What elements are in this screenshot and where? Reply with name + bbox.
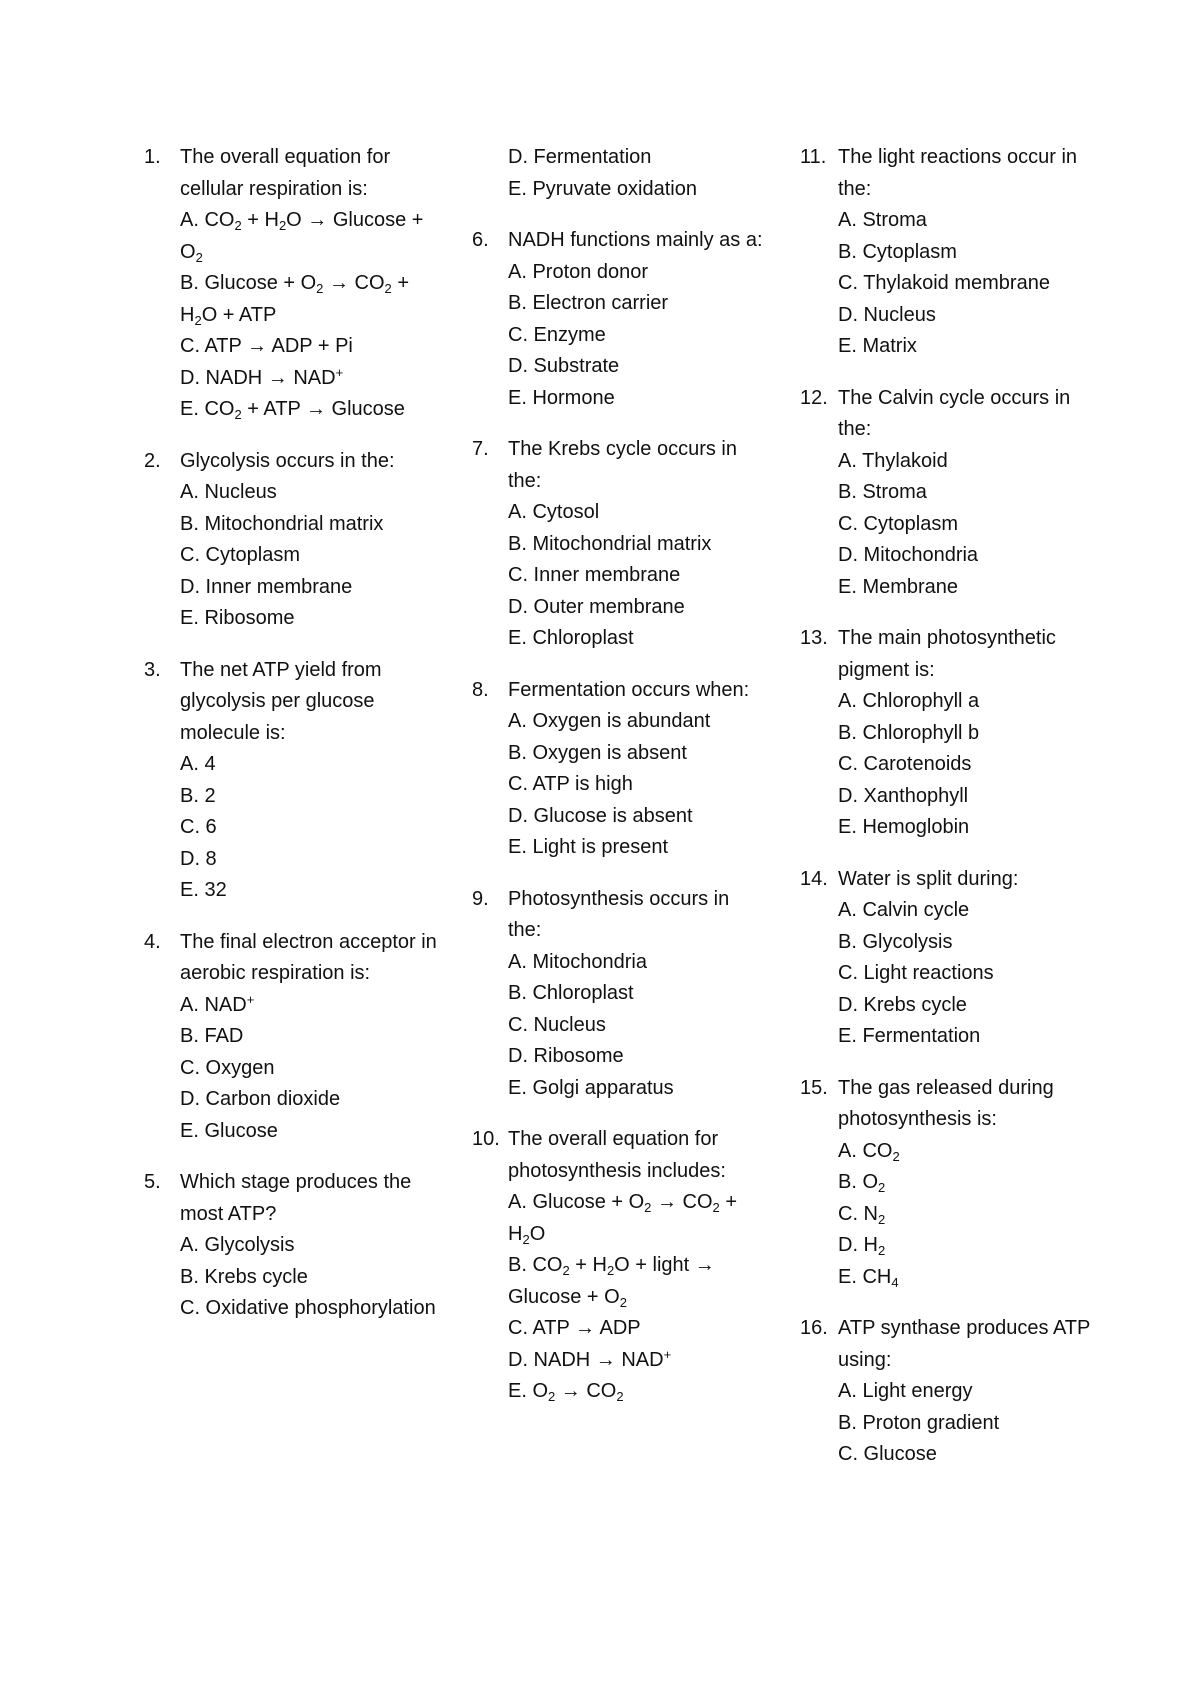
answer-option: D. Xanthophyll [838, 784, 969, 807]
answer-option: B. Krebs cycle [180, 1265, 308, 1288]
question-body [838, 1313, 1090, 1471]
answer-option: E. Chloroplast [508, 627, 634, 649]
answer-option: C. Light reactions [838, 962, 994, 984]
answer-option: D. NADH → NAD+ [180, 364, 344, 389]
question-number: 3. [144, 658, 161, 681]
answer-option: A. $CO_2$ [838, 1139, 900, 1164]
answer-option: C. ATP → ADP [508, 1317, 641, 1339]
answer-option: E. Hemoglobin [838, 816, 970, 838]
answer-option: E. Pyruvate oxidation [508, 177, 697, 200]
answer-option: A. $Glucose + O_2 \to CO_2 + H_2O$ [508, 1191, 738, 1247]
answer-option: D. Nucleus [838, 303, 936, 326]
question-block [800, 142, 1090, 363]
question-body [180, 927, 444, 1148]
question-stem: The final electron acceptor in aerobic respiration is: [180, 930, 437, 984]
column-1 [144, 142, 444, 1345]
answer-option: C. $N_2$ [838, 1202, 886, 1227]
question-block [144, 1167, 444, 1325]
answer-option: A. Calvin cycle [838, 899, 970, 921]
question-number: 1. [144, 146, 161, 168]
answer-option: B. $O_2$ [838, 1171, 886, 1195]
answer-option: A. Cytosol [508, 501, 600, 523]
answer-option: E. Matrix [838, 335, 917, 357]
question-number: 9. [472, 887, 489, 910]
answer-option: A. Mitochondria [508, 950, 647, 973]
answer-option: C. Enzyme [508, 323, 606, 346]
answer-option: D. Substrate [508, 355, 620, 377]
answer-option: B. Glycolysis [838, 930, 953, 953]
column-3 [800, 142, 1090, 1491]
question-stem: The net ATP yield from glycolysis per glucose molecule is: [180, 658, 382, 744]
answer-option: B. Stroma [838, 481, 927, 503]
answer-option: C. Oxidative phosphorylation [180, 1297, 436, 1319]
answer-option: E. $O_2 \to CO_2$ [508, 1380, 624, 1404]
question-stem: ATP synthase produces ATP using: [838, 1317, 1090, 1371]
question-number: 10. [472, 1128, 500, 1150]
answer-option: B. Mitochondrial matrix [180, 512, 384, 535]
question-block [472, 225, 768, 414]
answer-option: E. Glucose [180, 1119, 278, 1142]
question-block [800, 1073, 1090, 1294]
question-body [508, 434, 768, 655]
answer-option: C. Nucleus [508, 1013, 606, 1036]
question-body [508, 884, 768, 1105]
answer-option: C. ATP → ADP + Pi [180, 335, 353, 357]
question-block [472, 675, 768, 864]
question-body [508, 225, 768, 414]
question-block [144, 446, 444, 635]
question-stem: Fermentation occurs when: [508, 678, 750, 701]
question-body [180, 142, 444, 426]
question-number: 14. [800, 867, 828, 890]
question-body [180, 1167, 444, 1325]
question-body [838, 623, 1090, 844]
answer-option: D. Outer membrane [508, 595, 685, 618]
answer-option: C. Carotenoids [838, 753, 972, 775]
answer-option: B. Chloroplast [508, 982, 634, 1004]
question-body [838, 864, 1090, 1053]
answer-option: E. Membrane [838, 575, 959, 598]
answer-option: C. Oxygen [180, 1056, 275, 1079]
answer-option: B. Cytoplasm [838, 240, 957, 263]
answer-option: C. Inner membrane [508, 564, 681, 586]
question-number: 11. [800, 146, 827, 168]
question-body [838, 142, 1090, 363]
answer-option: E. Ribosome [180, 607, 295, 629]
answer-option: D. $H_2$ [838, 1234, 886, 1258]
question-number: 8. [472, 678, 489, 701]
answer-option: B. Chlorophyll b [838, 721, 980, 744]
answer-option: B. FAD [180, 1025, 244, 1047]
question-stem: Which stage produces the most ATP? [180, 1171, 412, 1225]
question-body [508, 142, 768, 205]
answer-option: A. Nucleus [180, 481, 277, 503]
question-number: 13. [800, 627, 828, 649]
answer-option: D. 8 [180, 847, 217, 870]
answer-option: B. $CO_2 + H_2O$ + light → $Glucose + O_2$ [508, 1254, 715, 1310]
question-block [800, 1313, 1090, 1471]
question-stem: The main photosynthetic pigment is: [838, 627, 1056, 681]
answer-option: E. Fermentation [838, 1025, 981, 1047]
question-block [800, 383, 1090, 604]
answer-option: C. Cytoplasm [838, 512, 959, 535]
answer-option: A. Oxygen is abundant [508, 710, 711, 732]
answer-option: B. Mitochondrial matrix [508, 532, 712, 555]
question-number [472, 142, 508, 205]
question-body [508, 675, 768, 864]
question-number: 5. [144, 1171, 161, 1193]
question-block [472, 434, 768, 655]
answer-option: E. Light is present [508, 836, 669, 858]
question-number: 4. [144, 930, 161, 953]
question-number: 12. [800, 386, 828, 409]
answer-option: E. $CO_2$ + ATP → Glucose [180, 398, 405, 422]
answer-option: C. Cytoplasm [180, 544, 301, 566]
question-stem: Glycolysis occurs in the: [180, 449, 395, 472]
answer-option: A. $CO_2 + H_2O \to Glucose + O_2$ [180, 209, 424, 265]
answer-option: D. NADH → NAD+ [508, 1346, 672, 1371]
answer-option: D. Krebs cycle [838, 993, 967, 1016]
answer-option: C. Thylakoid membrane [838, 272, 1050, 294]
question-body [838, 383, 1090, 604]
answer-option: E. 32 [180, 879, 227, 901]
question-block [472, 884, 768, 1105]
question-block [800, 864, 1090, 1053]
answer-option: D. Glucose is absent [508, 804, 693, 827]
answer-option: B. Electron carrier [508, 292, 669, 314]
question-block [144, 927, 444, 1148]
answer-option: E. $CH_4$ [838, 1265, 899, 1290]
question-block [144, 142, 444, 426]
answer-option: A. NAD+ [180, 991, 255, 1016]
question-body [180, 655, 444, 907]
question-block [800, 623, 1090, 844]
question-stem: The Krebs cycle occurs in the: [508, 438, 737, 492]
question-block [472, 1124, 768, 1408]
question-stem: The light reactions occur in the: [838, 146, 1078, 200]
column-2 [472, 142, 768, 1428]
answer-option: D. Carbon dioxide [180, 1088, 341, 1110]
answer-option: A. Proton donor [508, 260, 649, 283]
question-body [838, 1073, 1090, 1294]
answer-option: D. Fermentation [508, 146, 652, 168]
answer-option: A. Chlorophyll a [838, 690, 980, 712]
answer-option: C. ATP is high [508, 773, 633, 795]
answer-option: B. 2 [180, 784, 216, 807]
question-number: 16. [800, 1317, 828, 1339]
question-block [144, 655, 444, 907]
answer-option: A. 4 [180, 753, 216, 775]
question-stem: The overall equation for cellular respiration is: [180, 146, 391, 200]
question-body [180, 446, 444, 635]
answer-option: C. 6 [180, 816, 217, 838]
answer-option: A. Light energy [838, 1380, 973, 1402]
question-stem: Photosynthesis occurs in the: [508, 887, 730, 941]
answer-option: C. Glucose [838, 1443, 937, 1465]
answer-option: B. Proton gradient [838, 1411, 1000, 1434]
answer-option: D. Inner membrane [180, 575, 353, 598]
question-stem: The overall equation for photosynthesis includes: [508, 1128, 726, 1182]
question-number: 15. [800, 1076, 828, 1099]
answer-option: D. Mitochondria [838, 544, 979, 566]
answer-option: E. Hormone [508, 386, 615, 409]
question-body [508, 1124, 768, 1408]
question-block [472, 142, 768, 205]
question-stem: The Calvin cycle occurs in the: [838, 386, 1071, 440]
question-number: 2. [144, 449, 161, 472]
answer-option: A. Glycolysis [180, 1234, 295, 1256]
answer-option: D. Ribosome [508, 1045, 624, 1067]
question-number: 6. [472, 229, 489, 251]
answer-option: A. Stroma [838, 209, 927, 231]
answer-option: B. Oxygen is absent [508, 741, 687, 764]
question-stem: NADH functions mainly as a: [508, 229, 763, 251]
answer-option: B. $Glucose + O_2 \to CO_2 + H_2O$ + ATP [180, 272, 410, 328]
question-stem: The gas released during photosynthesis is: [838, 1076, 1054, 1130]
answer-option: A. Thylakoid [838, 449, 948, 472]
question-stem: Water is split during: [838, 867, 1019, 890]
answer-option: E. Golgi apparatus [508, 1076, 674, 1099]
question-number: 7. [472, 438, 489, 460]
